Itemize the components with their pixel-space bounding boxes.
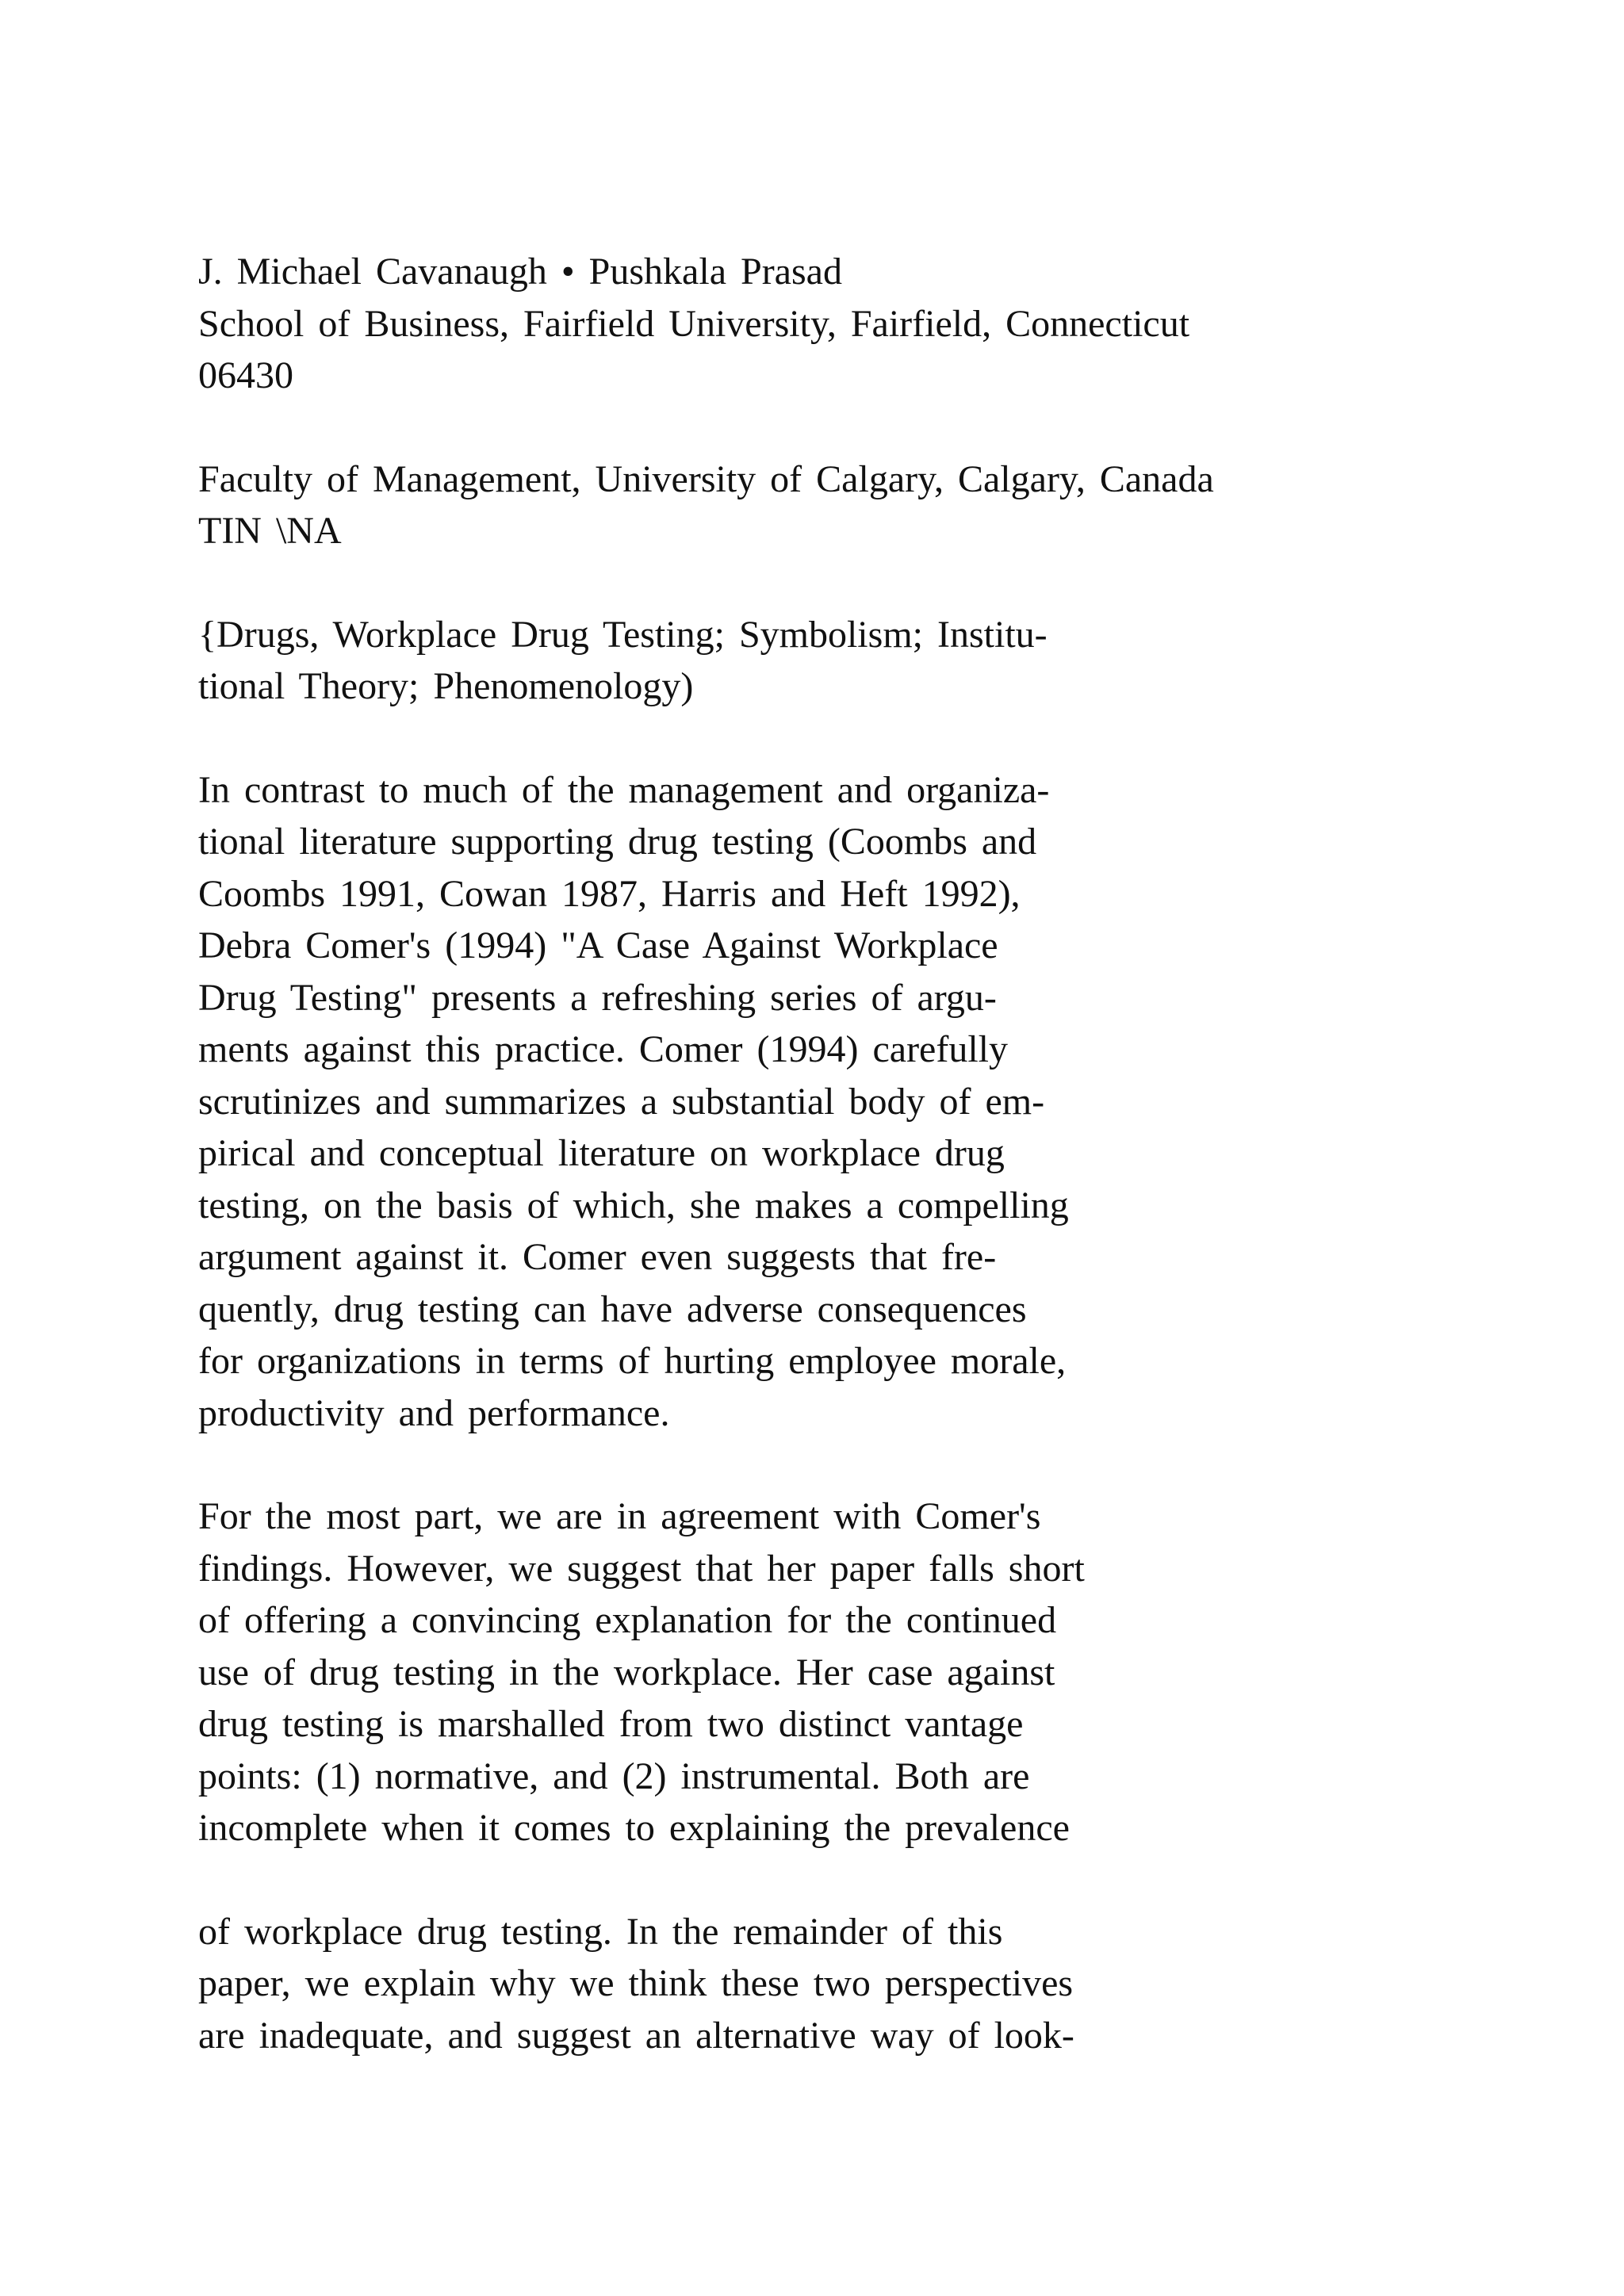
text-line: Drug Testing" presents a refreshing series of argu- xyxy=(198,976,997,1019)
text-line: incomplete when it comes to explaining the prevalence xyxy=(198,1807,1070,1849)
text-line: ments against this practice. Comer (1994) carefully xyxy=(198,1028,1009,1070)
text-line: Coombs 1991, Cowan 1987, Harris and Heft 1992), xyxy=(198,872,1021,915)
text-line: paper, we explain why we think these two perspectives xyxy=(198,1962,1074,2004)
text-line: use of drug testing in the workplace. Her case against xyxy=(198,1651,1055,1693)
text-line: 06430 xyxy=(198,354,293,396)
text-line: findings. However, we suggest that her paper falls short xyxy=(198,1547,1085,1590)
text-line: points: (1) normative, and (2) instrumental. Both are xyxy=(198,1755,1030,1797)
text-line: TIN \NA xyxy=(198,510,342,552)
text-line: J. Michael Cavanaugh • Pushkala Prasad xyxy=(198,251,842,293)
body-paragraph-3 xyxy=(198,1906,1546,2062)
text-line: drug testing is marshalled from two distinct vantage xyxy=(198,1703,1024,1745)
text-line: productivity and performance. xyxy=(198,1391,670,1434)
text-line: for organizations in terms of hurting employee morale, xyxy=(198,1340,1067,1382)
document-text xyxy=(198,246,1546,2113)
text-line: of offering a convincing explanation for the continued xyxy=(198,1599,1057,1641)
text-line: {Drugs, Workplace Drug Testing; Symbolism; Institu- xyxy=(198,613,1048,656)
text-line: Faculty of Management, University of Calgary, Calgary, Canada xyxy=(198,457,1214,500)
keywords xyxy=(198,609,1546,713)
affiliation-line xyxy=(198,453,1546,557)
author-line xyxy=(198,246,1546,402)
text-line: scrutinizes and summarizes a substantial body of em- xyxy=(198,1080,1045,1123)
body-paragraph-2 xyxy=(198,1490,1546,1854)
text-line: quently, drug testing can have adverse consequences xyxy=(198,1288,1027,1330)
text-line: argument against it. Comer even suggests that fre- xyxy=(198,1236,997,1278)
text-line: For the most part, we are in agreement with Comer's xyxy=(198,1495,1041,1537)
text-line: of workplace drug testing. In the remainder of this xyxy=(198,1910,1003,1953)
text-line: School of Business, Fairfield University, Fairfield, Connecticut xyxy=(198,302,1190,345)
text-line: testing, on the basis of which, she makes a compelling xyxy=(198,1184,1069,1226)
text-line: tional Theory; Phenomenology) xyxy=(198,665,694,707)
text-line: are inadequate, and suggest an alternative way of look- xyxy=(198,2014,1074,2057)
text-line: pirical and conceptual literature on workplace drug xyxy=(198,1132,1005,1174)
text-line: Debra Comer's (1994) "A Case Against Workplace xyxy=(198,924,998,966)
body-paragraph-1 xyxy=(198,764,1546,1440)
text-line: In contrast to much of the management and organiza- xyxy=(198,768,1050,811)
text-line: tional literature supporting drug testing (Coombs and xyxy=(198,821,1037,863)
